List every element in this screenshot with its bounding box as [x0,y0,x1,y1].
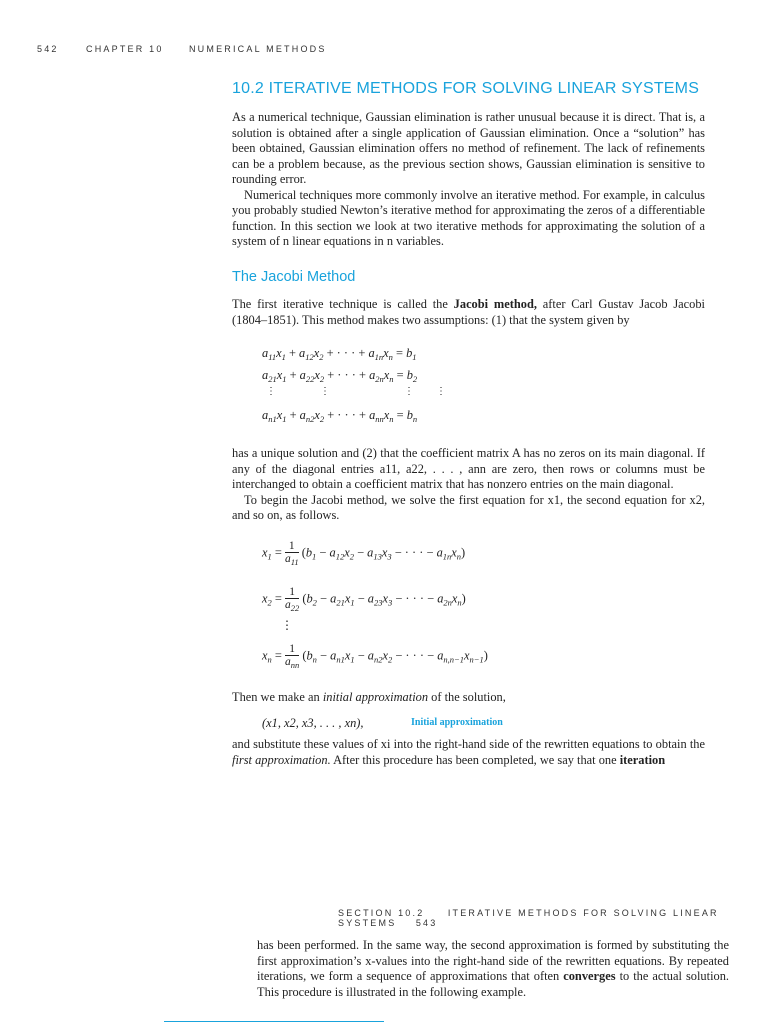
linear-system-equations [262,344,446,428]
page-2-text [257,938,729,1000]
section-title: 10.2 ITERATIVE METHODS FOR SOLVING LINEAR SYSTEMS [232,80,700,97]
equation-row-n: $a_{n1}x_1 + a_{n2}x_2$ + · · · + $a_{nn}x_n = b_n$ [262,408,418,424]
equation-row-1: $a_{11}x_1 + a_{12}x_2$ + · · · + $a_{1n}x_n = b_1$ [262,346,417,362]
running-header [37,44,327,54]
paragraph-1: As a numerical technique, Gaussian elimination is rather unusual because it is direct. That is, a solution is obtained after a single application of Gaussian elimination. Once a “solution” has been obtained, Gaussian elimination offers no method of refinement. The lack of refinements can be a problem because, as the previous section shows, Gaussian elimination is sensitive to rounding error. [232,110,705,186]
initial-approximation-tuple: (x1, x2, x3, . . . , xn), [262,716,364,730]
jacobi-rewritten-equation-2: $x_2$ = $\frac{1}{a_{22}}$ ($b_2 - a_{21}x_1 - a_{23}x_3$ − · · · − $a_{2n}x_n$) [262,586,466,613]
jacobi-rewritten-equation-1: $x_1$ = $\frac{1}{a_{11}}$ ($b_1 - a_{12}x_2 - a_{13}x_3$ − · · · − $a_{1n}x_n$) [262,540,466,567]
equation-vdots: ⋮ ⋮ ⋮ ⋮ [266,386,446,397]
page-number: 542 [37,44,59,54]
jacobi-rewritten-equation-n: $x_n$ = $\frac{1}{a_{nn}}$ ($b_n - a_{n1}x_1 - a_{n2}x_2$ − · · · − $a_{n,n-1}x_{n-1}$) [262,643,488,670]
chapter-title: NUMERICAL METHODS [188,44,327,54]
section-label: SECTION 10.2 [338,908,425,918]
subsection-title: The Jacobi Method [232,269,356,285]
initial-approx-text [232,690,705,706]
assumption-text [232,446,705,524]
example-divider-rule [164,1021,384,1022]
paragraph-4: has a unique solution and (2) that the coefficient matrix A has no zeros on its main diagonal. If any of the diagonal entries a11, a22, . . . , ann are zero, then rows or columns must be interchanged to obtain a coefficient matrix that has nonzero entries on the main diagonal. [232,446,705,491]
intro-text [232,110,705,250]
paragraph-8: has been performed. In the same way, the second approximation is formed by substituting the first approximation’s x-values into the right-hand side of the rewritten equations. By repeated iterations, we form a sequence of approximations that often converges to the actual solution. This procedure is illustrated in the following example. [257,938,729,999]
equation-row-2: $a_{21}x_1 + a_{22}x_2$ + · · · + $a_{2n}x_n = b_2$ [262,368,418,384]
paragraph-3: The first iterative technique is called the Jacobi method, after Carl Gustav Jacob Jacobi (1804–1851). This method makes two assumptions: (1) that the system given by [232,297,706,327]
jacobi-vdots: ⋮ [281,618,293,632]
jacobi-intro [232,297,705,328]
initial-approximation-caption: Initial approximation [411,717,503,728]
substitution-text [232,737,705,768]
section-header-title: ITERATIVE METHODS FOR SOLVING LINEAR SYSTEMS [338,908,719,928]
paragraph-6: Then we make an initial approximation of the solution, [232,690,506,704]
paragraph-7: and substitute these values of xi into the right-hand side of the rewritten equations to obtain the first approximation. After this procedure has been completed, we say that one iteration [232,737,705,767]
page-number-2: 543 [415,918,438,928]
jacobi-term: Jacobi method, [453,297,537,311]
paragraph-2: Numerical techniques more commonly involve an iterative method. For example, in calculus you probably studied Newton’s iterative method for approximating the zeros of a differentiable function. In this section we look at two iterative methods for approximating the solution of a system of n linear equations in n variables. [232,187,705,248]
chapter-label: CHAPTER 10 [86,44,164,54]
paragraph-5: To begin the Jacobi method, we solve the first equation for x1, the second equation for x2, and so on, as follows. [232,492,705,522]
running-header-page-2 [338,908,768,928]
